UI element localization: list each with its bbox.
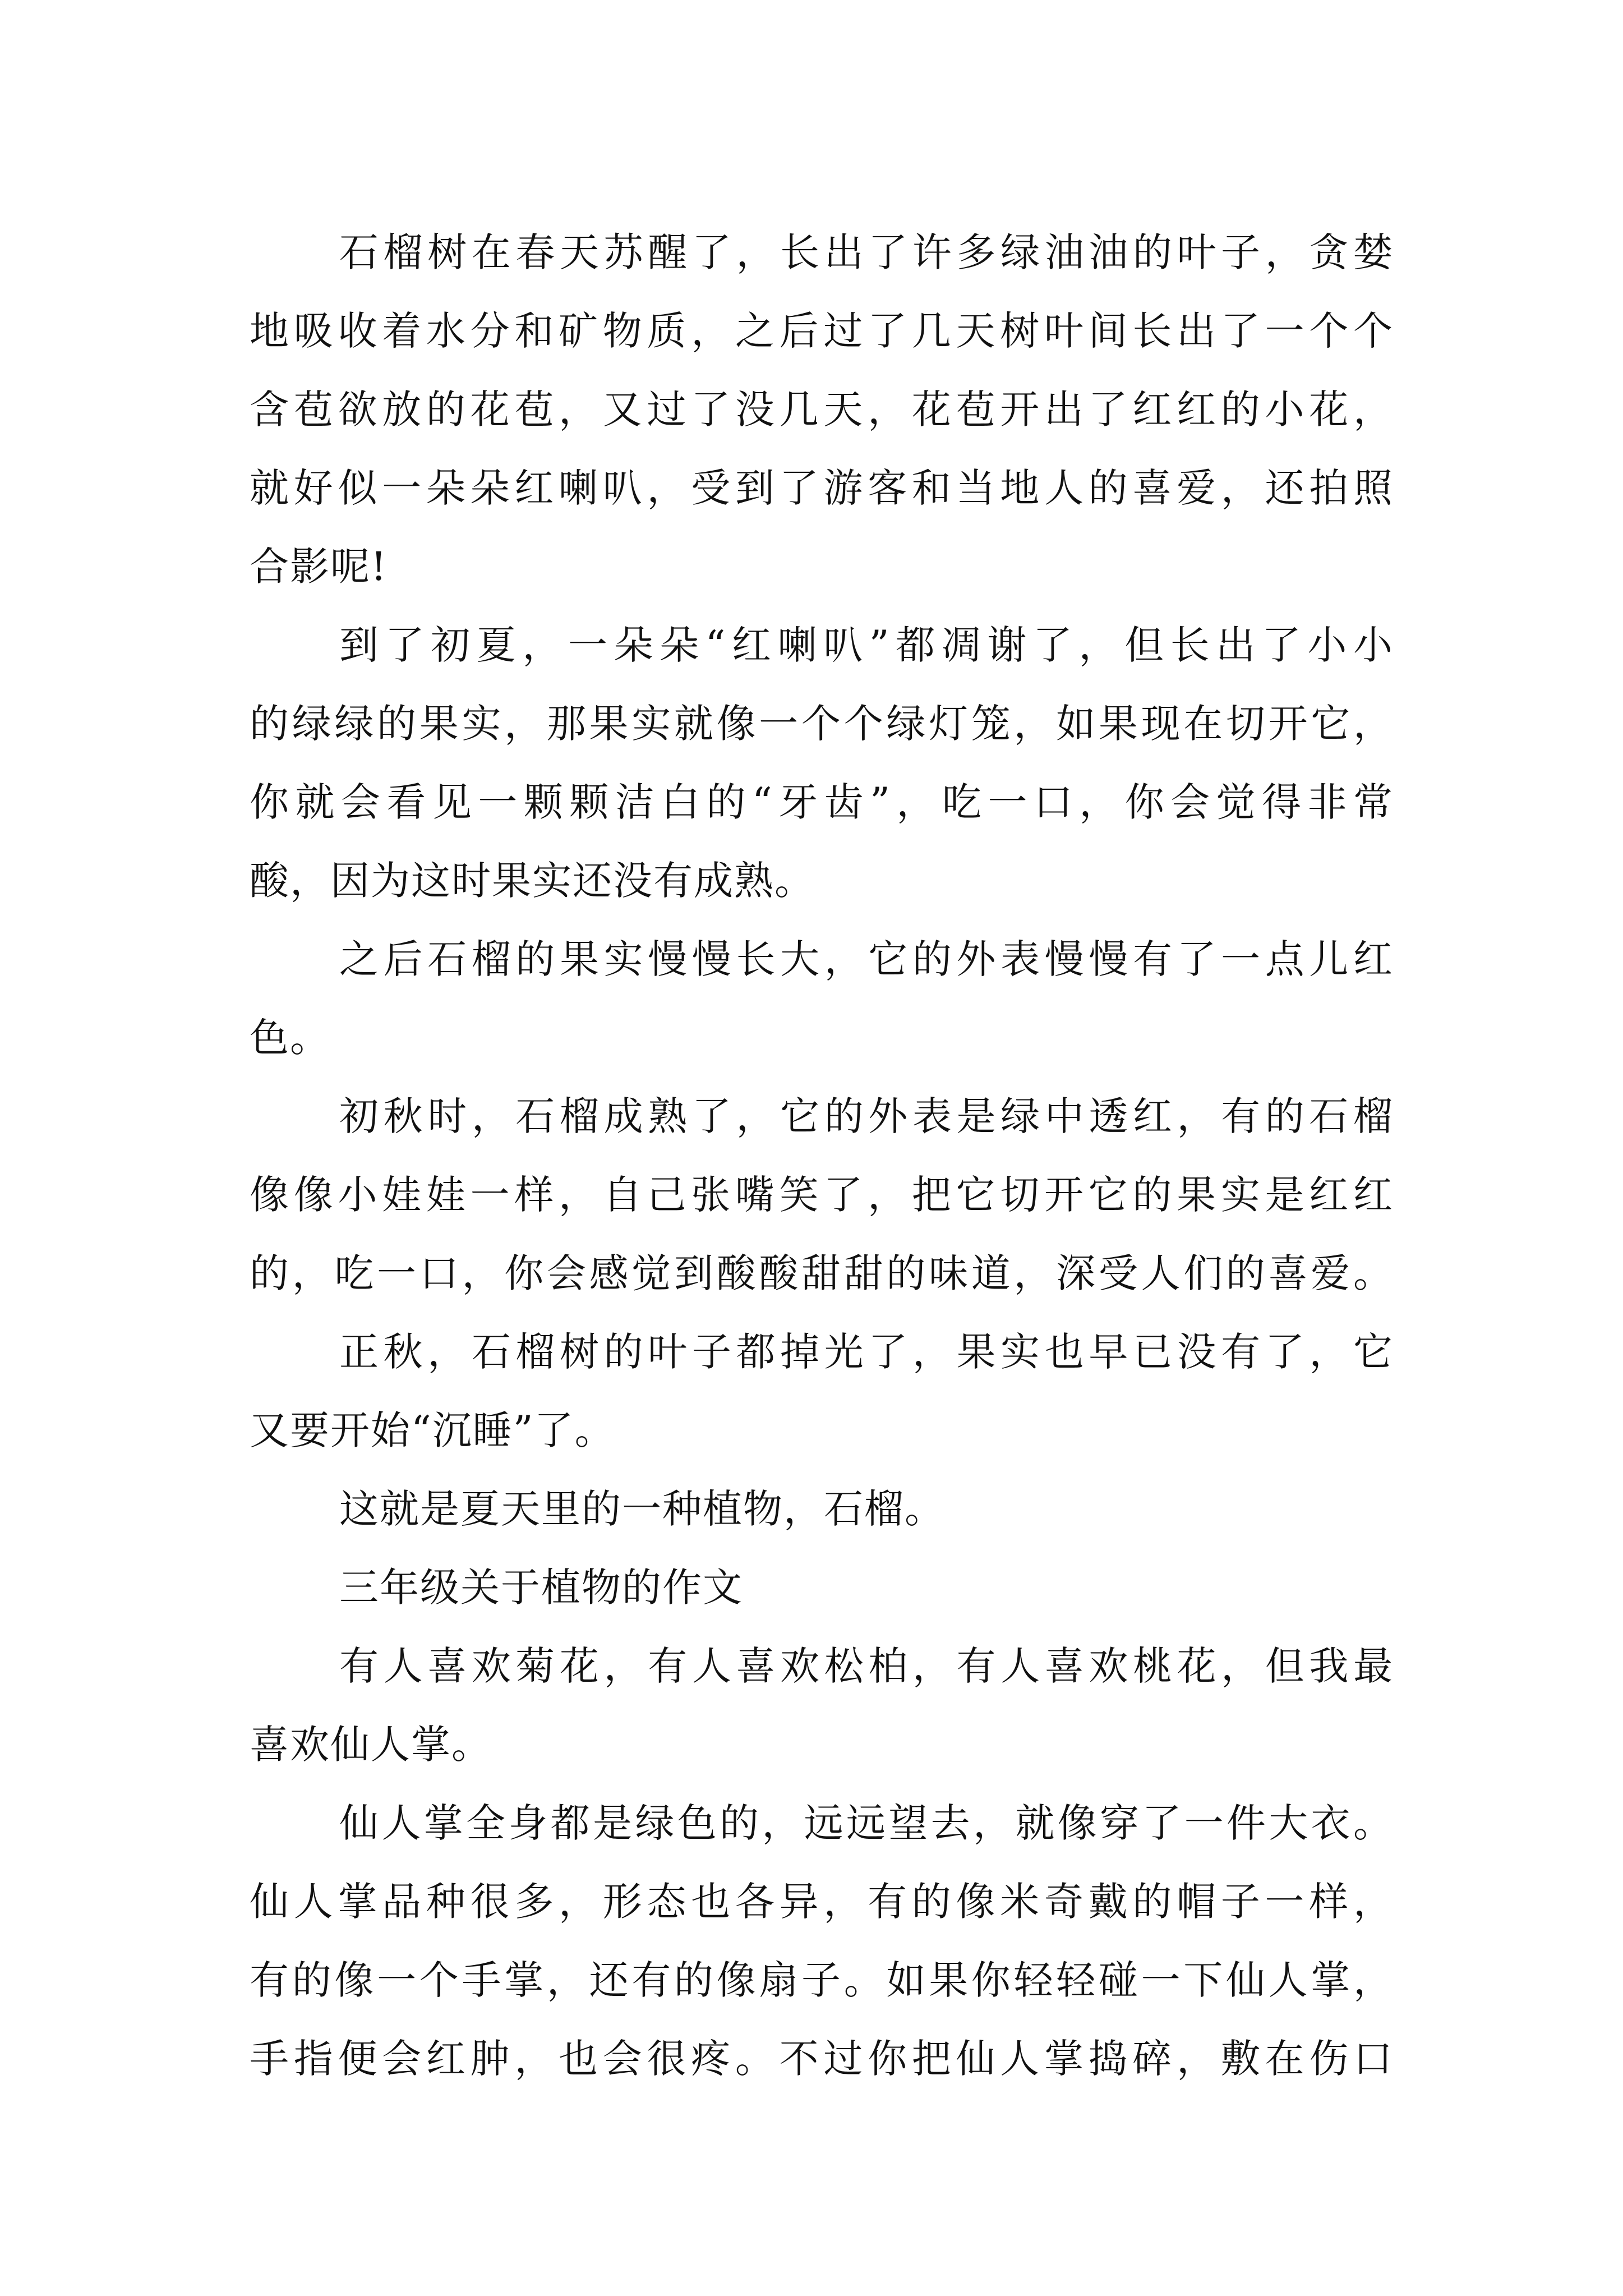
- text-line: 到了初夏，一朵朵“红喇叭”都凋谢了，但长出了小小: [339, 622, 1394, 668]
- essay-title: 三年级关于植物的作文: [339, 1565, 743, 1611]
- text-line: 仙人掌全身都是绿色的，远远望去，就像穿了一件大衣。: [339, 1800, 1394, 1846]
- text-line: 含苞欲放的花苞，又过了没几天，花苞开出了红红的小花，: [250, 386, 1394, 432]
- text-line: 地吸收着水分和矿物质，之后过了几天树叶间长出了一个个: [250, 308, 1394, 354]
- text-line: 手指便会红肿，也会很疼。不过你把仙人掌捣碎，敷在伤口: [250, 2036, 1394, 2082]
- text-line: 这就是夏天里的一种植物，石榴。: [339, 1486, 945, 1532]
- text-line: 仙人掌品种很多，形态也各异，有的像米奇戴的帽子一样，: [250, 1879, 1394, 1925]
- text-line: 合影呢!: [250, 544, 388, 590]
- text-line: 有人喜欢菊花，有人喜欢松柏，有人喜欢桃花，但我最: [339, 1643, 1394, 1689]
- text-line: 石榴树在春天苏醒了，长出了许多绿油油的叶子，贪婪: [339, 229, 1394, 275]
- text-line: 像像小娃娃一样，自己张嘴笑了，把它切开它的果实是红红: [250, 1172, 1394, 1218]
- text-line: 的绿绿的果实，那果实就像一个个绿灯笼，如果现在切开它，: [250, 701, 1394, 747]
- text-line: 正秋，石榴树的叶子都掉光了，果实也早已没有了，它: [339, 1329, 1394, 1375]
- text-line: 之后石榴的果实慢慢长大，它的外表慢慢有了一点儿红: [339, 936, 1394, 982]
- text-line: 你就会看见一颗颗洁白的“牙齿”，吃一口，你会觉得非常: [250, 779, 1394, 825]
- text-line: 喜欢仙人掌。: [250, 1722, 492, 1768]
- text-line: 就好似一朵朵红喇叭，受到了游客和当地人的喜爱，还拍照: [250, 465, 1394, 511]
- text-line: 酸，因为这时果实还没有成熟。: [250, 858, 815, 904]
- text-line: 又要开始“沉睡”了。: [250, 1407, 615, 1453]
- text-line: 色。: [250, 1015, 330, 1061]
- text-line: 初秋时，石榴成熟了，它的外表是绿中透红，有的石榴: [339, 1093, 1394, 1139]
- text-line: 的，吃一口，你会感觉到酸酸甜甜的味道，深受人们的喜爱。: [250, 1250, 1394, 1296]
- text-line: 有的像一个手掌，还有的像扇子。如果你轻轻碰一下仙人掌，: [250, 1957, 1394, 2003]
